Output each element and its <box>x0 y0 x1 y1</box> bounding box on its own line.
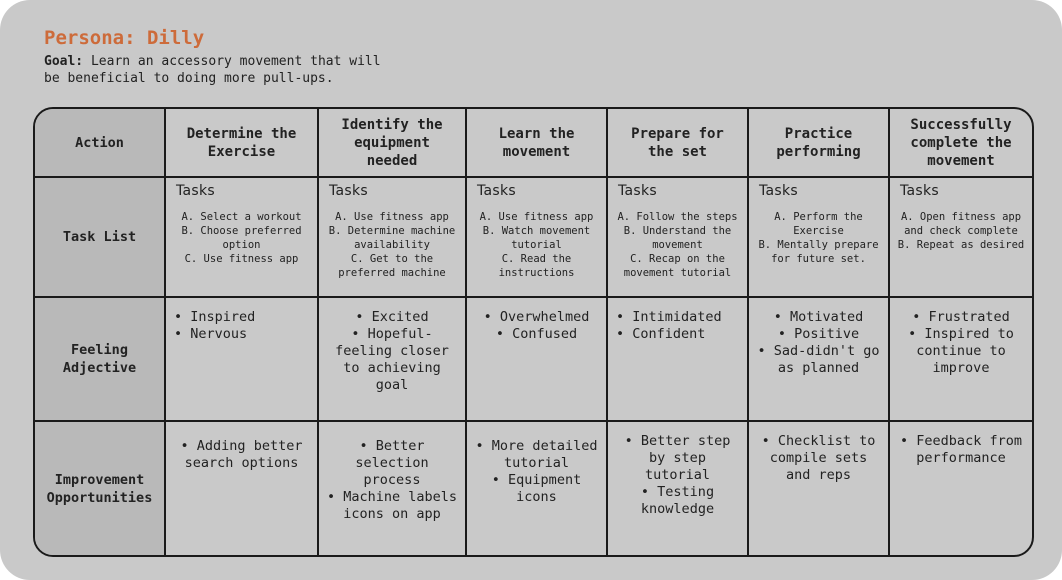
task-item: A. Perform the Exercise <box>774 211 863 237</box>
stage-action: Successfully complete the movement <box>890 109 1032 178</box>
feeling-cell <box>749 298 890 422</box>
feeling-cell <box>890 298 1032 422</box>
improvement-cell <box>319 422 467 555</box>
task-item: B. Watch movement tutorial <box>482 225 591 251</box>
task-item: C. Use fitness app <box>184 253 299 265</box>
feeling-item: • Inspired <box>174 309 311 326</box>
row-header-feeling: Feeling Adjective <box>35 298 166 422</box>
task-item: B. Determine machine availability <box>328 225 456 251</box>
improvement-item: • Testing knowledge <box>614 484 741 518</box>
tasks-heading: Tasks <box>759 183 799 199</box>
improvement-item: • Better selection process <box>325 438 459 489</box>
stage-action: Determine the Exercise <box>166 109 319 178</box>
feeling-item: • Intimidated <box>616 309 741 326</box>
stage-action: Practice performing <box>749 109 890 178</box>
task-list-cell <box>467 178 608 298</box>
feeling-item: • Inspired to continue to improve <box>896 326 1026 377</box>
task-list <box>170 210 313 266</box>
row-header-action: Action <box>35 109 166 178</box>
stage-action: Identify the equipment needed <box>319 109 467 178</box>
feeling-item: • Overwhelmed <box>473 309 600 326</box>
improvement-item: • Equipment icons <box>473 472 600 506</box>
journey-table <box>33 107 1034 557</box>
improvement-item: • Adding better search options <box>172 438 311 472</box>
feeling-item: • Confused <box>473 326 600 343</box>
feeling-cell <box>166 298 319 422</box>
improvement-cell <box>467 422 608 555</box>
task-item: B. Choose preferred option <box>181 225 302 251</box>
task-list <box>753 210 884 266</box>
task-item: A. Use fitness app <box>479 211 594 223</box>
feeling-item: • Frustrated <box>896 309 1026 326</box>
row-header-improvement: Improvement Opportunities <box>35 422 166 555</box>
tasks-heading: Tasks <box>176 183 216 199</box>
tasks-heading: Tasks <box>900 183 940 199</box>
goal-text: Learn an accessory movement that will be beneficial to doing more pull-ups. <box>44 54 381 86</box>
improvement-cell <box>166 422 319 555</box>
feeling-item: • Hopeful-feeling closer to achieving goal <box>325 326 459 394</box>
tasks-heading: Tasks <box>329 183 369 199</box>
improvement-item: • Better step by step tutorial <box>614 433 741 484</box>
feeling-cell <box>319 298 467 422</box>
stage-action: Learn the movement <box>467 109 608 178</box>
feeling-item: • Excited <box>325 309 459 326</box>
tasks-heading: Tasks <box>618 183 658 199</box>
task-item: C. Read the instructions <box>498 253 575 279</box>
feeling-item: • Positive <box>755 326 882 343</box>
task-item: A. Use fitness app <box>335 211 449 223</box>
task-item: B. Understand the movement <box>623 225 732 251</box>
task-list <box>612 210 743 280</box>
task-item: A. Follow the steps <box>617 211 738 223</box>
row-header-task-list: Task List <box>35 178 166 298</box>
feeling-item: • Sad-didn't go as planned <box>755 343 882 377</box>
improvement-cell <box>608 422 749 555</box>
task-list-cell <box>166 178 319 298</box>
feeling-item: • Confident <box>616 326 741 343</box>
feeling-item: • Motivated <box>755 309 882 326</box>
improvement-item: • More detailed tutorial <box>473 438 600 472</box>
feeling-item: • Nervous <box>174 326 311 343</box>
improvement-item: • Checklist to compile sets and reps <box>755 433 882 484</box>
tasks-heading: Tasks <box>477 183 517 199</box>
task-item: C. Get to the preferred machine <box>338 253 446 279</box>
task-list <box>894 210 1028 252</box>
improvement-item: • Feedback from performance <box>896 433 1026 467</box>
feeling-cell <box>608 298 749 422</box>
task-list <box>323 210 461 280</box>
task-list-cell <box>749 178 890 298</box>
improvement-cell <box>890 422 1032 555</box>
goal-label: Goal: <box>44 54 84 69</box>
persona-title: Persona: Dilly <box>44 27 205 49</box>
task-item: B. Mentally prepare for future set. <box>758 239 879 265</box>
task-list-cell <box>319 178 467 298</box>
task-list-cell <box>890 178 1032 298</box>
task-item: A. Select a workout <box>181 211 302 223</box>
improvement-item: • Machine labels icons on app <box>325 489 459 523</box>
task-item: A. Open fitness app and check complete <box>900 211 1022 237</box>
feeling-cell <box>467 298 608 422</box>
improvement-cell <box>749 422 890 555</box>
task-item: B. Repeat as desired <box>897 239 1025 251</box>
stage-action: Prepare for the set <box>608 109 749 178</box>
task-list <box>471 210 602 280</box>
persona-goal <box>44 53 404 87</box>
task-item: C. Recap on the movement tutorial <box>623 253 732 279</box>
task-list-cell <box>608 178 749 298</box>
